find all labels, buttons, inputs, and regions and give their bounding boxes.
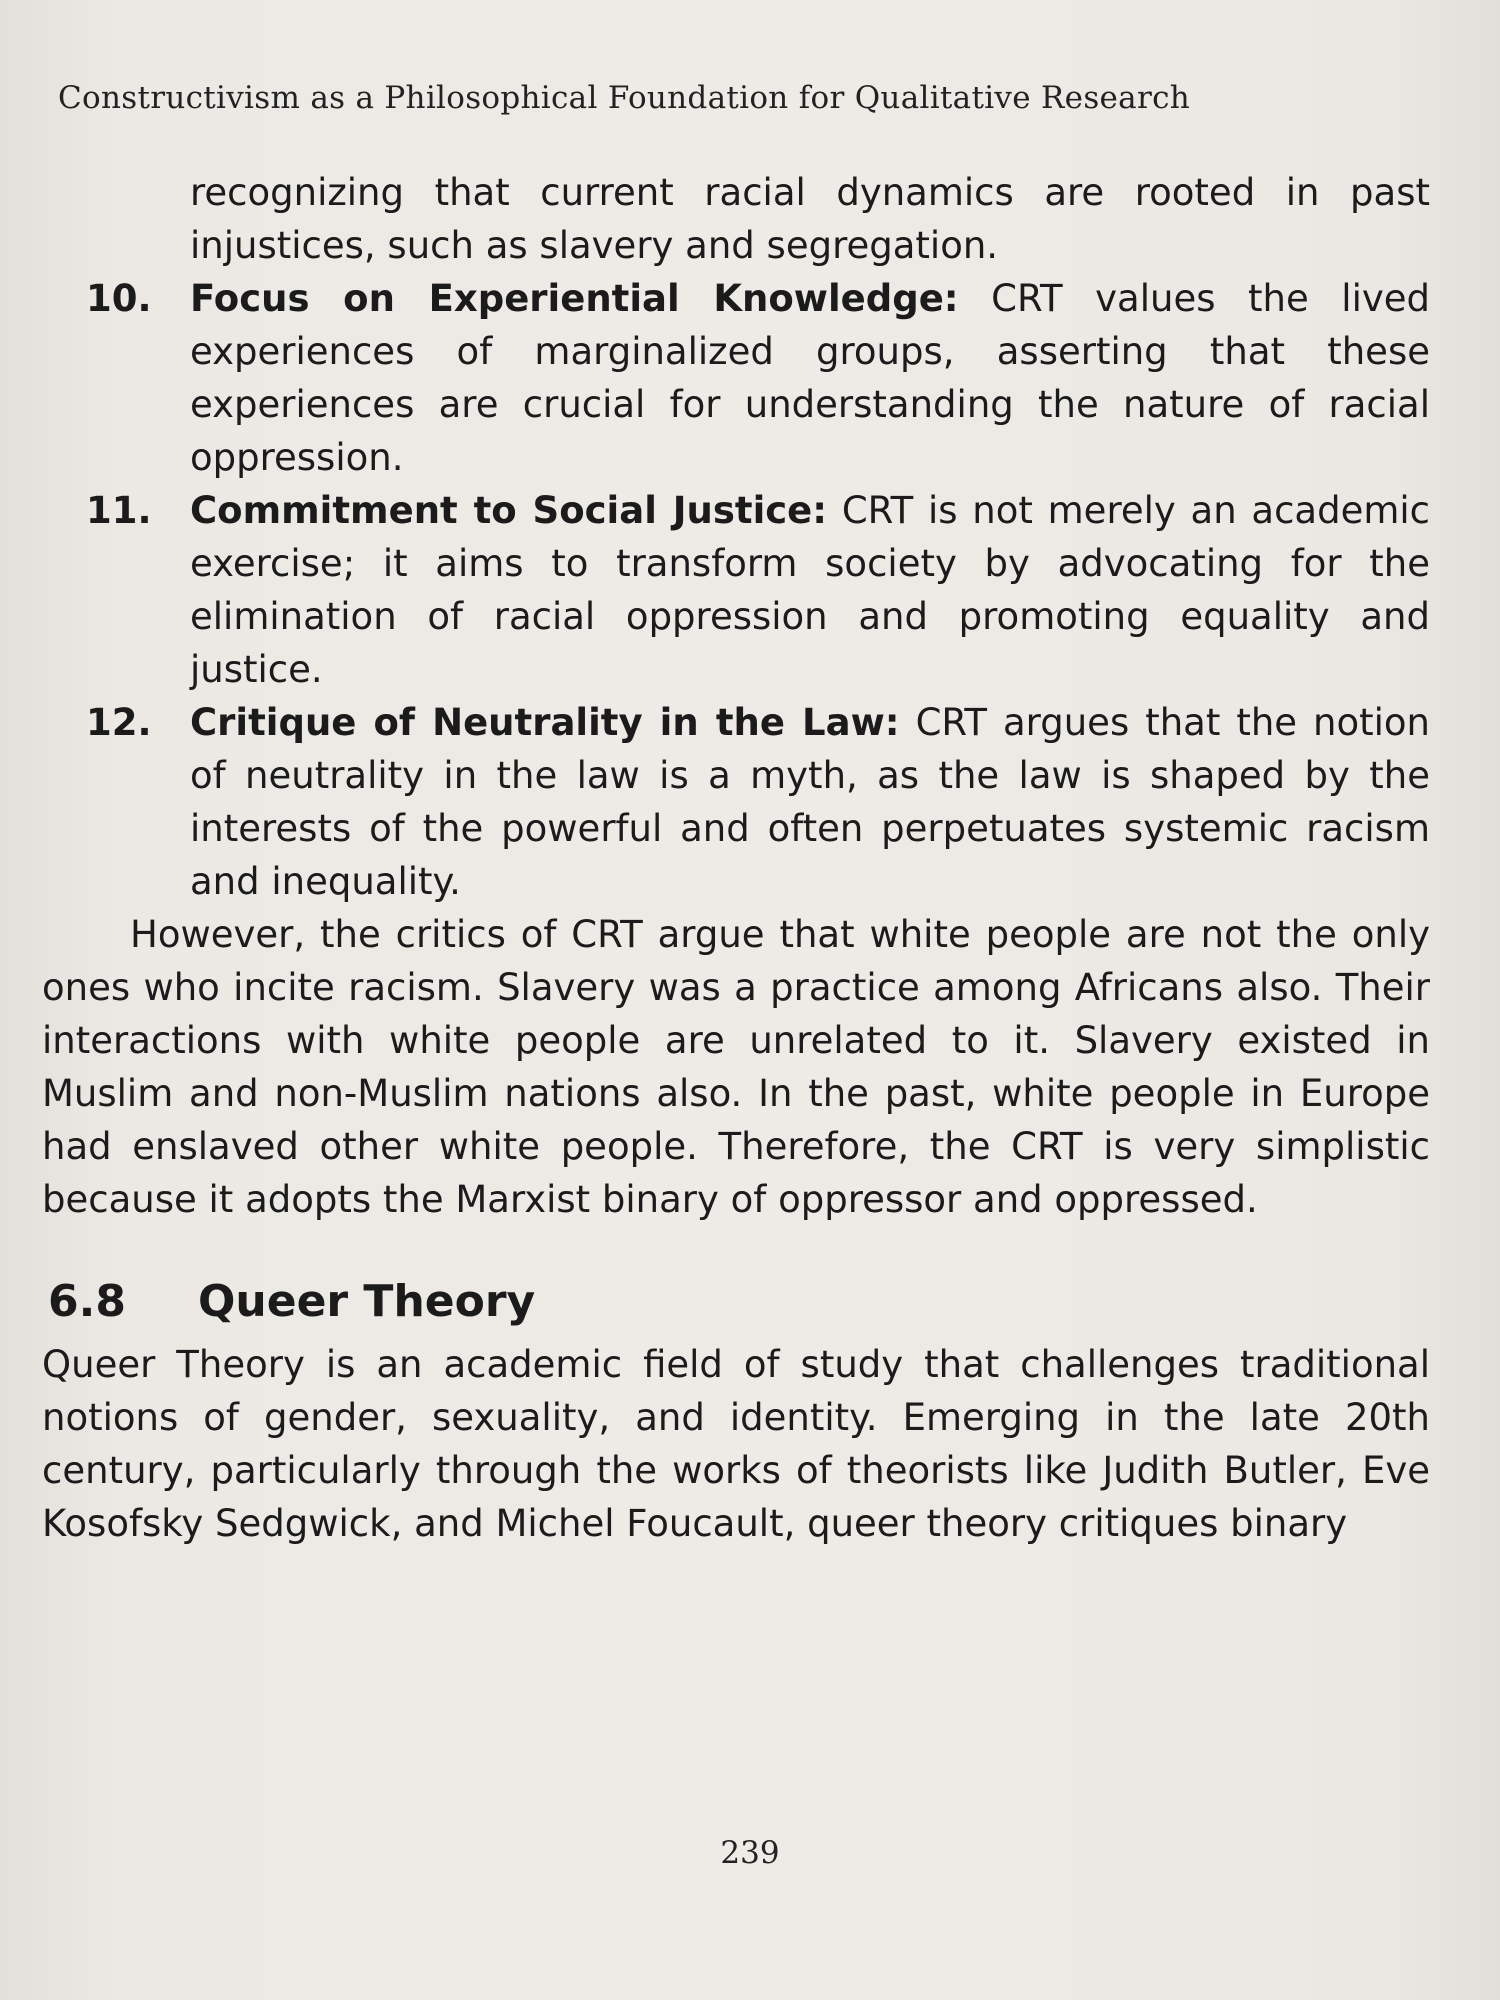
page-body xyxy=(42,166,1430,1550)
list-item-term: Commitment to Social Justice: xyxy=(190,489,828,532)
list-item-text: CRT values the lived experiences of marginalized groups, asserting that these experiences are crucial for understanding the nature of racial oppression. xyxy=(190,277,1430,479)
list-item xyxy=(42,272,1430,484)
carryover-text: recognizing that current racial dynamics are rooted in past injustices, such as slavery and segregation. xyxy=(190,171,1430,267)
list-item-number: 12. xyxy=(86,701,152,744)
list-item-term: Focus on Experiential Knowledge: xyxy=(190,277,959,320)
section-title: Queer Theory xyxy=(198,1276,536,1327)
list-item xyxy=(42,484,1430,696)
list-item-term: Critique of Neutrality in the Law: xyxy=(190,701,900,744)
queer-theory-paragraph: Queer Theory is an academic field of study that challenges traditional notions of gender, sexuality, and identity. Emerging in the late 20th century, particularly through the works of theorists like Judith Butler, Eve Kosofsky Sedgwick, and Michel Foucault, queer theory critiques binary xyxy=(42,1343,1430,1545)
list-item-text: CRT argues that the notion of neutrality in the law is a myth, as the law is shaped by the interests of the powerful and often perpetuates systemic racism and inequality. xyxy=(190,701,1430,903)
critics-paragraph: However, the critics of CRT argue that white people are not the only ones who incite racism. Slavery was a practice among Africans also. Their interactions with white people are unrelated to it. Slavery existed in Muslim and non-Muslim nations also. In the past, white people in Europe had enslaved other white people. Therefore, the CRT is very simplistic because it adopts the Marxist binary of oppressor and oppressed. xyxy=(42,913,1430,1221)
list-item-text: CRT is not merely an academic exercise; it aims to transform society by advocating for the elimination of racial oppression and promoting equality and justice. xyxy=(190,489,1430,691)
list-item-number: 11. xyxy=(86,489,152,532)
section-heading xyxy=(48,1272,1430,1332)
list-item-number: 10. xyxy=(86,277,152,320)
running-head: Constructivism as a Philosophical Foundation for Qualitative Research xyxy=(58,80,1191,116)
page-number: 239 xyxy=(720,1835,780,1871)
list-item xyxy=(42,696,1430,908)
section-number: 6.8 xyxy=(48,1276,126,1327)
